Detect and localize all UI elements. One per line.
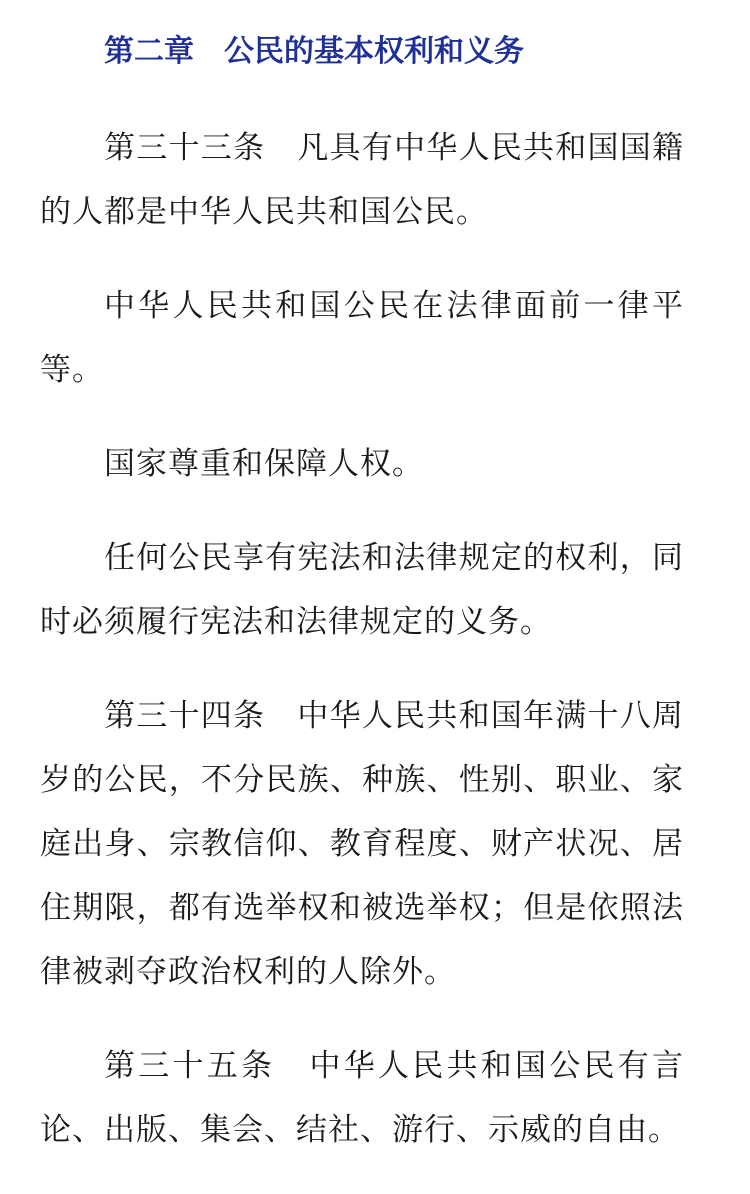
article-35-paragraph: 第三十五条 中华人民共和国公民有言论、出版、集会、结社、游行、示威的自由。: [40, 1048, 684, 1148]
article-33-paragraph-2: 中华人民共和国公民在法律面前一律平等。: [40, 288, 684, 388]
article-33-paragraph-4: 任何公民享有宪法和法律规定的权利，同时必须履行宪法和法律规定的义务。: [40, 540, 684, 640]
chapter-title: 第二章 公民的基本权利和义务: [104, 34, 524, 69]
article-33-paragraph-1: 第三十三条 凡具有中华人民共和国国籍的人都是中华人民共和国公民。: [40, 130, 684, 230]
document-page: [40, 20, 684, 1162]
article-34-paragraph: 第三十四条 中华人民共和国年满十八周岁的公民，不分民族、种族、性别、职业、家庭出身、宗教信仰、教育程度、财产状况、居住期限，都有选举权和被选举权；但是依照法律被剥夺政治权利的人除外。: [40, 698, 684, 990]
article-33-paragraph-3: 国家尊重和保障人权。: [104, 446, 424, 482]
